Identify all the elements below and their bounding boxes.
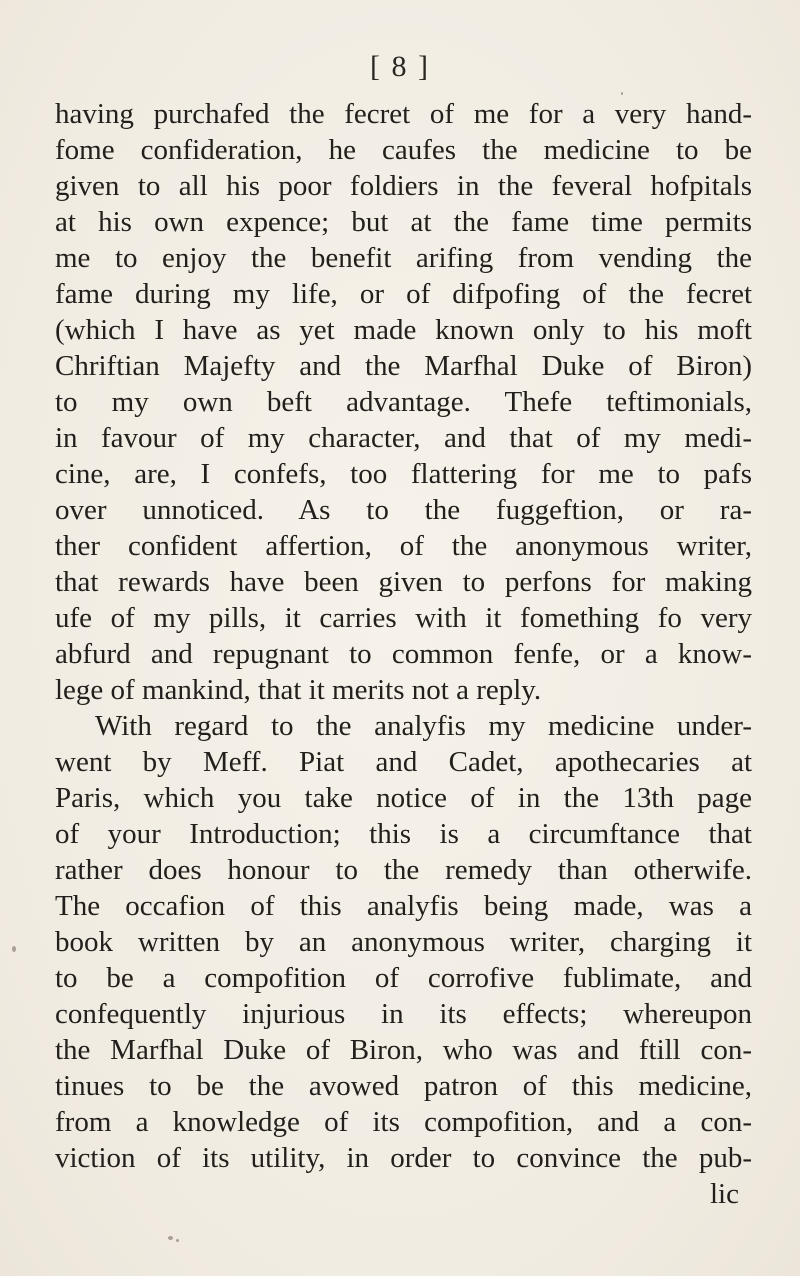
text-line: abfurd and repugnant to common fenfe, or a know- — [55, 638, 752, 670]
text-line: having purchafed the fecret of me for a very hand- — [55, 98, 752, 130]
page-number-header: [ 8 ] — [370, 50, 430, 83]
text-line: fome confideration, he caufes the medicine to be — [55, 134, 752, 166]
text-line: Chriftian Majefty and the Marfhal Duke of Biron) — [55, 350, 752, 382]
text-line: that rewards have been given to perfons for making — [55, 566, 752, 598]
text-line: (which I have as yet made known only to his moft — [55, 314, 752, 346]
catchword: lic — [710, 1178, 739, 1210]
text-line: book written by an anonymous writer, charging it — [55, 926, 752, 958]
text-line: to my own beft advantage. Thefe teftimonials, — [55, 386, 752, 418]
paper-speck — [621, 92, 623, 95]
text-line: given to all his poor foldiers in the feveral hofpitals — [55, 170, 752, 202]
text-line: me to enjoy the benefit arifing from vending the — [55, 242, 752, 274]
text-line: went by Meff. Piat and Cadet, apothecaries at — [55, 746, 752, 778]
text-line: in favour of my character, and that of my medi- — [55, 422, 752, 454]
text-line: tinues to be the avowed patron of this medicine, — [55, 1070, 752, 1102]
text-line: ther confident affertion, of the anonymous writer, — [55, 530, 752, 562]
text-line: fame during my life, or of difpofing of the fecret — [55, 278, 752, 310]
text-line: at his own expence; but at the fame time permits — [55, 206, 752, 238]
text-line: of your Introduction; this is a circumftance that — [55, 818, 752, 850]
text-line: lege of mankind, that it merits not a reply. — [55, 674, 542, 706]
text-line: over unnoticed. As to the fuggeftion, or ra- — [55, 494, 752, 526]
paper-speck — [168, 1236, 173, 1240]
text-line: from a knowledge of its compofition, and a con- — [55, 1106, 752, 1138]
paper-speck — [12, 946, 16, 952]
paper-speck — [176, 1239, 179, 1242]
text-line: to be a compofition of corrofive fublimate, and — [55, 962, 752, 994]
text-line: confequently injurious in its effects; whereupon — [55, 998, 752, 1030]
paragraph-first-line: With regard to the analyfis my medicine under- — [95, 710, 752, 742]
text-line: Paris, which you take notice of in the 13th page — [55, 782, 752, 814]
text-line: viction of its utility, in order to convince the pub- — [55, 1142, 752, 1174]
text-line: ufe of my pills, it carries with it fomething fo very — [55, 602, 752, 634]
text-line: rather does honour to the remedy than otherwife. — [55, 854, 752, 886]
text-line: cine, are, I confefs, too flattering for me to pafs — [55, 458, 752, 490]
text-line: the Marfhal Duke of Biron, who was and ftill con- — [55, 1034, 752, 1066]
text-line: The occafion of this analyfis being made, was a — [55, 890, 752, 922]
